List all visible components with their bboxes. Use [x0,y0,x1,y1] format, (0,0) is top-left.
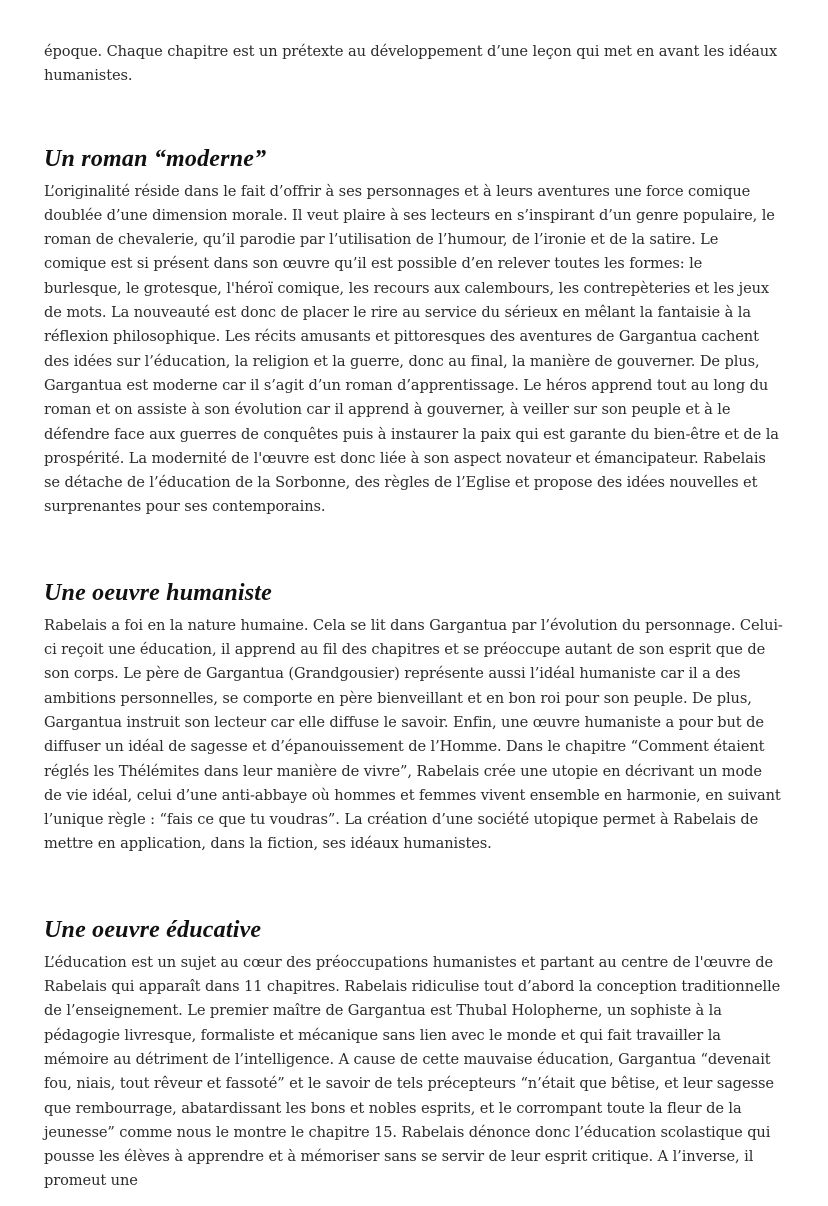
section-paragraph: L’originalité réside dans le fait d’offrir à ses personnages et à leurs aventures une force comique doublée d’une dimension morale. Il veut plaire à ses lecteurs en s’inspirant d’un genre populaire, le roman de chevalerie, qu’il parodie par l’utilisation de l’humour, de l’ironie et de la satire. Le comique est si présent dans son œuvre qu’il est possible d’en relever toutes les formes: le burlesque, le grotesque, l'héroï comique, les recours aux calembours, les contrepèteries et les jeux de mots. La nouveauté est donc de placer le rire au service du sérieux en mêlant la fantaisie à la réflexion philosophique. Les récits amusants et pittoresques des aventures de Gargantua cachent des idées sur l’éducation, la religion et la guerre, donc au final, la manière de gouverner. De plus, Gargantua est moderne car il s’agit d’un roman d’apprentissage. Le héros apprend tout au long du roman et on assiste à son évolution car il apprend à gouverner, à veiller sur son peuple et à le défendre face aux guerres de conquêtes puis à instaurer la paix qui est garante du bien-être et de la prospérité. La modernité de l'œuvre est donc liée à son aspect novateur et émancipateur. Rabelais se détache de l’éducation de la Sorbonne, des règles de l’Eglise et propose des idées nouvelles et surprenantes pour ses contemporains. [44,182,779,516]
section-oeuvre-educative [44,915,784,1194]
section-roman-moderne [44,144,784,520]
section-paragraph: Rabelais a foi en la nature humaine. Cela se lit dans Gargantua par l’évolution du personnage. Celui-ci reçoit une éducation, il apprend au fil des chapitres et se préoccupe autant de son esprit que de son corps. Le père de Gargantua (Grandgousier) représente aussi l’idéal humaniste car il a des ambitions personnelles, se comporte en père bienveillant et en bon roi pour son peuple. De plus, Gargantua instruit son lecteur car elle diffuse le savoir. Enfin, une œuvre humaniste a pour but de diffuser un idéal de sagesse et d’épanouissement de l’Homme. Dans le chapitre “Comment étaient réglés les Thélémites dans leur manière de vivre”, Rabelais crée une utopie en décrivant un mode de vie idéal, celui d’une anti-abbaye où hommes et femmes vivent ensemble en harmonie, en suivant l’unique règle : “fais ce que tu voudras”. La création d’une société utopique permet à Rabelais de mettre en application, dans la fiction, ses idéaux humanistes. [44,616,783,853]
intro-paragraph: époque. Chaque chapitre est un prétexte au développement d’une leçon qui met en avant les idéaux humanistes. [44,43,778,85]
section-oeuvre-humaniste [44,578,784,857]
section-heading: Un roman “moderne” [44,145,267,172]
section-heading: Une oeuvre humaniste [44,579,273,606]
article [44,40,784,1194]
section-paragraph: L’éducation est un sujet au cœur des préoccupations humanistes et partant au centre de l'œuvre de Rabelais qui apparaît dans 11 chapitres. Rabelais ridiculise tout d’abord la conception traditionnelle de l’enseignement. Le premier maître de Gargantua est Thubal Holopherne, un sophiste à la pédagogie livresque, formaliste et mécanique sans lien avec le monde et qui fait travailler la mémoire au détriment de l’intelligence. A cause de cette mauvaise éducation, Gargantua “devenait fou, niais, tout rêveur et fassoté” et le savoir de tels précepteurs “n’était que bêtise, et leur sagesse que rembourrage, abatardissant les bons et nobles esprits, et le corrompant toute la fleur de la jeunesse” comme nous le montre le chapitre 15. Rabelais dénonce donc l’éducation scolastique qui pousse les élèves à apprendre et à mémoriser sans se servir de leur esprit critique. A l’inverse, il promeut une [44,953,781,1190]
section-heading: Une oeuvre éducative [44,916,262,943]
